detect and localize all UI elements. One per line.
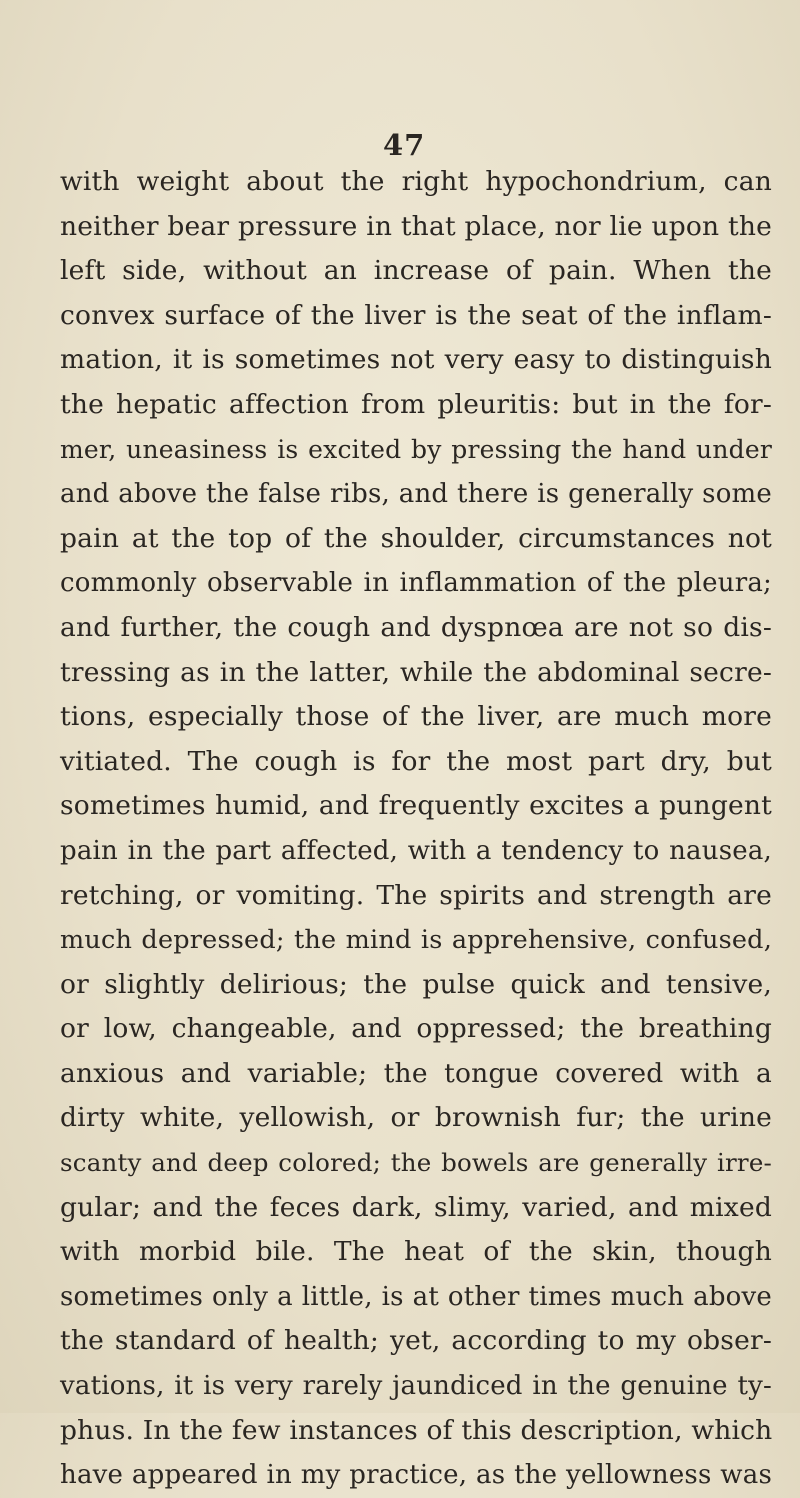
text-line: much depressed; the mind is apprehensive, confused, [60,925,772,956]
text-line: tressing as in the latter, while the abdominal secre- [60,656,772,688]
text-line: vitiated. The cough is for the most part dry, but [60,745,772,777]
text-line: scanty and deep colored; the bowels are generally irre- [60,1148,772,1178]
text-line: convex surface of the liver is the seat of the inflam- [60,299,772,331]
text-line: neither bear pressure in that place, nor lie upon the [60,210,772,242]
body-text [60,160,772,1498]
text-line: left side, without an increase of pain. When the [60,255,772,287]
text-line: with weight about the right hypochondrium, can [60,166,772,197]
text-line: commonly observable in inflammation of the pleura; [60,568,772,599]
text-line: pain at the top of the shoulder, circumstances not [60,522,772,554]
text-line: pain in the part affected, with a tendency to nausea, [60,835,772,866]
text-line: the standard of health; yet, according to my obser- [60,1325,772,1357]
text-line: the hepatic affection from pleuritis: but in the for- [60,388,772,420]
text-line: tions, especially those of the liver, are much more [60,701,772,733]
text-line: gular; and the feces dark, slimy, varied, and mixed [60,1191,772,1223]
text-line: mer, uneasiness is excited by pressing the hand under [60,434,772,464]
text-line: sometimes humid, and frequently excites a pungent [60,790,772,822]
text-line: or low, changeable, and oppressed; the breathing [60,1013,772,1045]
text-line: have appeared in my practice, as the yellowness was [60,1460,772,1491]
page-number: 47 [383,128,426,162]
text-line: sometimes only a little, is at other times much above [60,1281,772,1312]
text-line: or slightly delirious; the pulse quick and tensive, [60,968,772,1000]
text-line: phus. In the few instances of this description, which [60,1414,773,1446]
text-line: and further, the cough and dyspnœa are not so dis- [60,611,772,643]
text-line: mation, it is sometimes not very easy to distinguish [60,344,772,376]
text-line: anxious and variable; the tongue covered with a [60,1057,772,1089]
text-line: with morbid bile. The heat of the skin, though [60,1236,772,1268]
text-line: and above the false ribs, and there is generally some [60,479,772,510]
text-line: vations, it is very rarely jaundiced in the genuine ty- [60,1371,772,1402]
text-line: retching, or vomiting. The spirits and strength are [60,879,772,911]
text-line: dirty white, yellowish, or brownish fur; the urine [60,1102,772,1134]
